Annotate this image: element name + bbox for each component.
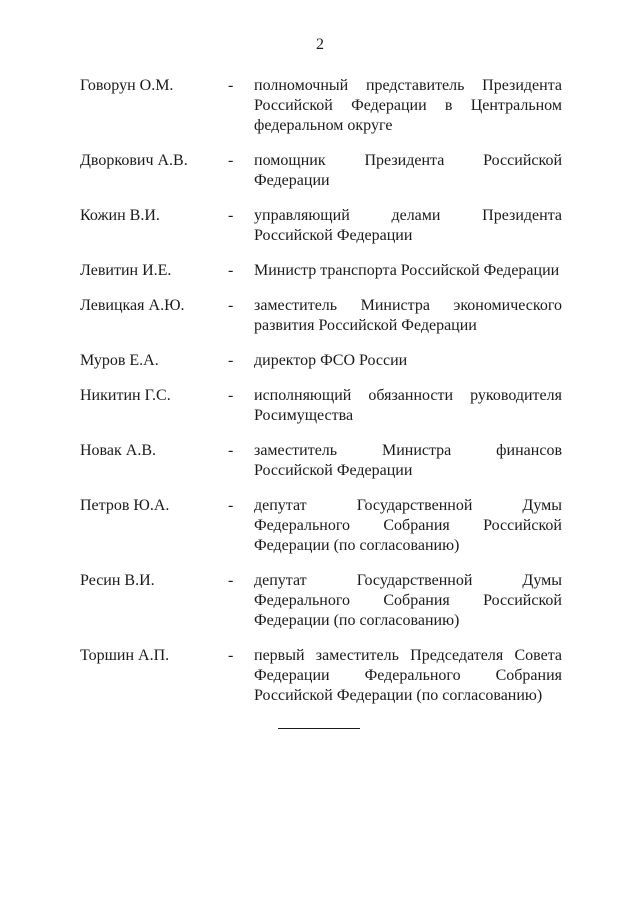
member-title: Министр транспорта Российской Федерации — [254, 262, 560, 279]
separator-dash: - — [228, 207, 234, 224]
separator-dash: - — [228, 77, 234, 94]
separator-dash: - — [228, 647, 234, 664]
member-list — [80, 76, 562, 721]
member-name: Торшин А.П. — [80, 647, 170, 664]
list-item — [80, 76, 562, 136]
separator-dash: - — [228, 387, 234, 404]
separator-dash: - — [228, 572, 234, 589]
separator-dash: - — [228, 352, 234, 369]
member-name: Муров Е.А. — [80, 352, 159, 369]
member-title: депутат Государственной Думы Федерального Собрания Российской Федерации (по согласованию) — [254, 572, 562, 629]
member-title: заместитель Министра финансов Российской Федерации — [254, 442, 562, 479]
member-title: первый заместитель Председателя Совета Федерации Федерального Собрания Российской Федерации (по согласованию) — [254, 647, 562, 704]
member-name: Никитин Г.С. — [80, 387, 171, 404]
list-item — [80, 296, 562, 336]
member-title: управляющий делами Президента Российской Федерации — [254, 207, 562, 244]
member-name: Кожин В.И. — [80, 207, 160, 224]
list-item — [80, 441, 562, 481]
separator-dash: - — [228, 497, 234, 514]
list-item — [80, 261, 562, 281]
list-item — [80, 646, 562, 706]
member-title: полномочный представитель Президента Российской Федерации в Центральном федеральном округе — [254, 77, 562, 134]
member-title: директор ФСО России — [254, 352, 408, 369]
list-item — [80, 496, 562, 556]
member-name: Левицкая А.Ю. — [80, 297, 185, 314]
list-item — [80, 386, 562, 426]
separator-dash: - — [228, 262, 234, 279]
member-title: помощник Президента Российской Федерации — [254, 152, 562, 189]
member-name: Новак А.В. — [80, 442, 156, 459]
member-title: заместитель Министра экономического развития Российской Федерации — [254, 297, 562, 334]
member-name: Говорун О.М. — [80, 77, 174, 94]
member-title: депутат Государственной Думы Федерального Собрания Российской Федерации (по согласованию) — [254, 497, 562, 554]
member-name: Дворкович А.В. — [80, 152, 188, 169]
list-item — [80, 151, 562, 191]
separator-dash: - — [228, 442, 234, 459]
closing-rule — [278, 728, 360, 729]
list-item — [80, 571, 562, 631]
member-name: Левитин И.Е. — [80, 262, 172, 279]
list-item — [80, 206, 562, 246]
list-item — [80, 351, 562, 371]
separator-dash: - — [228, 152, 234, 169]
separator-dash: - — [228, 297, 234, 314]
member-title: исполняющий обязанности руководителя Росимущества — [254, 387, 562, 424]
member-name: Петров Ю.А. — [80, 497, 170, 514]
page-number: 2 — [316, 36, 324, 53]
member-name: Ресин В.И. — [80, 572, 155, 589]
